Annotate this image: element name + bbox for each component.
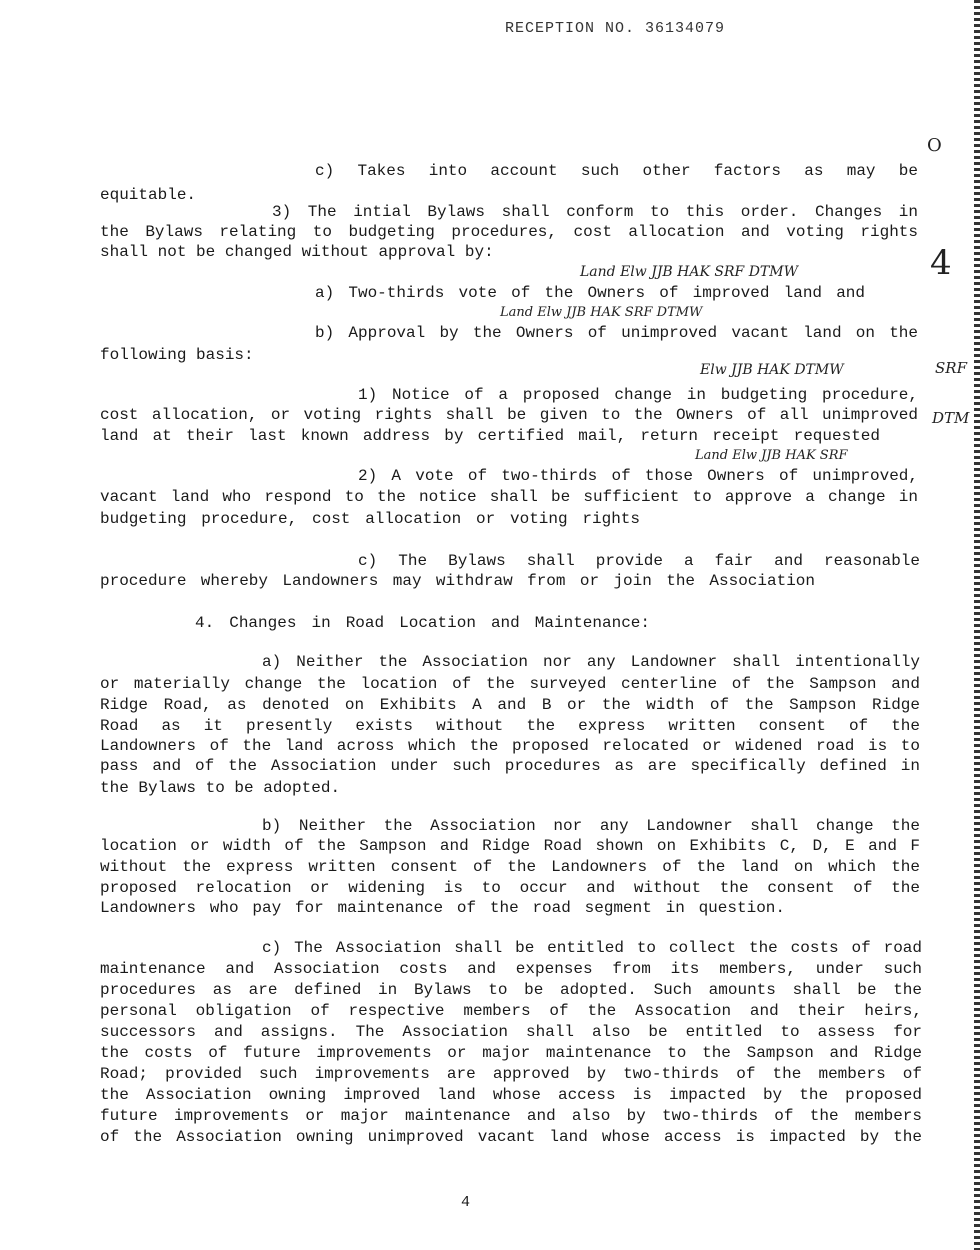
- text-line: shall not be changed without approval by:: [100, 243, 494, 261]
- text-line: Landowners who pay for maintenance of the road segment in question.: [100, 899, 785, 917]
- text-line: personal obligation of respective members of the Assocation and their heirs,: [100, 1002, 922, 1020]
- text-line: successors and assigns. The Association shall also be entitled to assess for: [100, 1023, 922, 1041]
- text-line: the costs of future improvements or major maintenance to the Sampson and Ridge: [100, 1044, 922, 1062]
- text-line: a) Neither the Association nor any Landowner shall intentionally: [262, 653, 920, 671]
- text-line: the Bylaws relating to budgeting procedures, cost allocation and voting rights: [100, 223, 918, 241]
- page-number: 4: [461, 1194, 471, 1211]
- text-line: or materially change the location of the surveyed centerline of the Sampson and: [100, 675, 920, 693]
- text-line: procedures as are defined in Bylaws to be adopted. Such amounts shall be the: [100, 981, 922, 999]
- text-line: maintenance and Association costs and expenses from its members, under such: [100, 960, 922, 978]
- text-line: proposed relocation or widening is to occur and without the consent of the: [100, 879, 920, 897]
- text-line: 3) The intial Bylaws shall conform to this order. Changes in: [272, 203, 918, 221]
- text-line: b) Approval by the Owners of unimproved vacant land on the: [315, 324, 918, 342]
- text-line: pass and of the Association under such procedures as are specifically defined in: [100, 757, 920, 775]
- text-line: Landowners of the land across which the proposed relocated or widened road is to: [100, 737, 920, 755]
- text-line: vacant land who respond to the notice shall be sufficient to approve a change in: [100, 488, 918, 506]
- handwritten-initials: SRF: [935, 359, 967, 377]
- text-line: a) Two-thirds vote of the Owners of improved land and: [315, 284, 865, 302]
- text-line: equitable.: [100, 186, 197, 204]
- scan-edge: [974, 0, 980, 1250]
- handwritten-circle-mark: O: [927, 135, 942, 156]
- text-line: without the express written consent of the Landowners of the land on which the: [100, 858, 920, 876]
- text-line: c) The Bylaws shall provide a fair and reasonable: [358, 552, 920, 570]
- text-line: land at their last known address by certified mail, return receipt requested: [100, 427, 880, 445]
- text-line: future improvements or major maintenance and also by two-thirds of the members: [100, 1107, 922, 1125]
- handwritten-initials: DTM: [932, 409, 970, 427]
- text-line: budgeting procedure, cost allocation or voting rights: [100, 510, 640, 528]
- text-line: Road; provided such improvements are approved by two-thirds of the members of: [100, 1065, 922, 1083]
- text-line: following basis:: [100, 346, 254, 364]
- text-line: location or width of the Sampson and Ridge Road shown on Exhibits C, D, E and F: [100, 837, 920, 855]
- handwritten-page-mark: 4: [930, 243, 952, 283]
- handwritten-initials: Land Elw JJB HAK SRF DTMW: [500, 305, 703, 320]
- text-line: the Association owning improved land whose access is impacted by the proposed: [100, 1086, 922, 1104]
- reception-number: RECEPTION NO. 36134079: [505, 20, 726, 37]
- section-heading: 4. Changes in Road Location and Maintenance:: [195, 614, 650, 632]
- handwritten-initials: Land Elw JJB HAK SRF DTMW: [580, 264, 798, 280]
- text-line: Ridge Road, as denoted on Exhibits A and B or the width of the Sampson Ridge: [100, 696, 920, 714]
- text-line: cost allocation, or voting rights shall be given to the Owners of all unimproved: [100, 406, 918, 424]
- text-line: of the Association owning unimproved vacant land whose access is impacted by the: [100, 1128, 922, 1146]
- text-line: 2) A vote of two-thirds of those Owners of unimproved,: [358, 467, 918, 485]
- text-line: c) The Association shall be entitled to collect the costs of road: [262, 939, 922, 957]
- text-line: 1) Notice of a proposed change in budgeting procedure,: [358, 386, 918, 404]
- text-line: the Bylaws to be adopted.: [100, 779, 341, 797]
- text-line: c) Takes into account such other factors as may be: [315, 162, 918, 180]
- text-line: Road as it presently exists without the express written consent of the: [100, 717, 920, 735]
- text-line: procedure whereby Landowners may withdraw from or join the Association: [100, 572, 815, 590]
- text-line: b) Neither the Association nor any Landowner shall change the: [262, 817, 920, 835]
- handwritten-initials: Land Elw JJB HAK SRF: [695, 448, 848, 463]
- handwritten-initials: Elw JJB HAK DTMW: [700, 362, 844, 378]
